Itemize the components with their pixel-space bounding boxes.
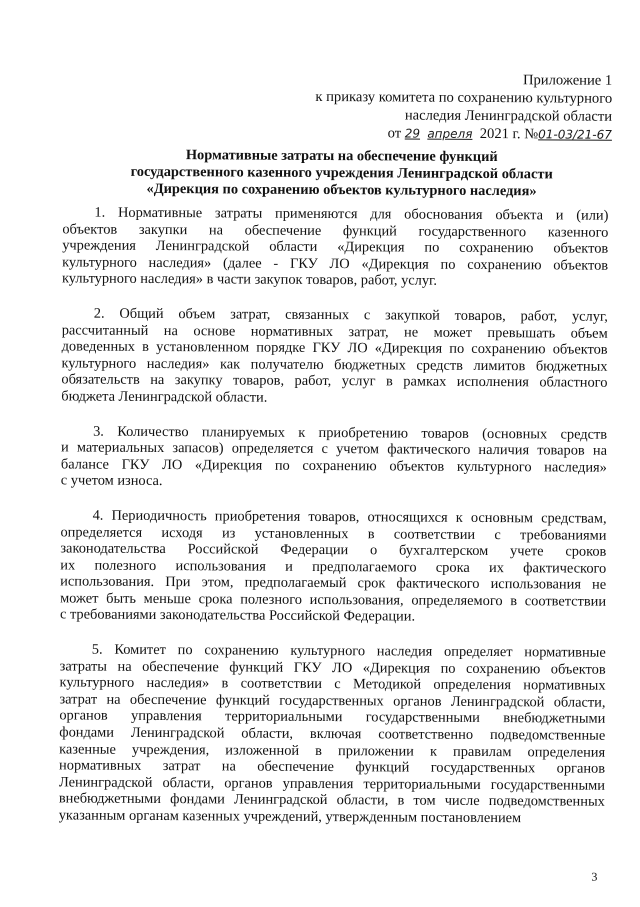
appendix-order-ref-cont: наследия Ленинградской области: [404, 107, 613, 125]
paragraph-line: 4. Периодичность приобретения товаров, относящихся к основным средствам,: [92, 507, 607, 527]
appendix-header: [315, 70, 612, 144]
paragraph-line: культурного наследия» в части закупок товаров, работ, услуг.: [61, 270, 437, 290]
paragraph-line: законодательства Российской Федерации о бухгалтерском учете сроков: [60, 540, 607, 560]
paragraph-line: затраты на обеспечение функций ГКУ ЛО «Дирекция по сохранению объектов: [59, 658, 606, 678]
title-line-2: государственного казенного учреждения Ленинградской области: [130, 163, 553, 183]
paragraph-line: объектов закупки на обеспечение функций государственного казенного: [62, 221, 609, 241]
paragraph-line: органов управления территориальными государственными внебюджетными: [59, 707, 606, 728]
document-title: [62, 146, 622, 200]
paragraph-line: балансе ГКУ ЛО «Дирекция по сохранению объектов культурного наследия»: [60, 456, 607, 476]
year-text: 2021 г. №: [479, 125, 539, 143]
paragraph-line: Ленинградской области, органов управления территориальными государственными: [58, 774, 606, 794]
paragraph-4: [60, 507, 607, 626]
paragraph-line: фондами Ленинградской области, включая соответственно подведомственные: [59, 724, 606, 744]
paragraph-line: культурного наследия» как получателю бюджетных средств лимитов бюджетных: [61, 355, 608, 375]
paragraph-2: [61, 305, 608, 408]
paragraph-line: с требованиями законодательства Российской Федерации.: [59, 606, 416, 626]
paragraph-line: нормативных затрат на обеспечение функций государственных органов: [59, 757, 606, 777]
paragraph-line: и материальных запасов) определяется с учетом фактического наличия товаров на: [60, 439, 608, 459]
handwritten-order-number: 01-03/21-67: [538, 127, 612, 142]
document-body: [59, 204, 609, 845]
order-date-line: [315, 124, 612, 144]
paragraph-line: доведенных в установленном порядке ГКУ ЛО «Дирекция по сохранению объектов: [61, 338, 608, 358]
appendix-label: Приложение 1: [522, 72, 613, 89]
paragraph-line: 1. Нормативные затраты применяются для обоснования объекта и (или): [94, 204, 609, 224]
paragraph-line: казенные учреждения, изложенной в приложении к правилам определения: [59, 741, 606, 761]
title-line-1: Нормативные затраты на обеспечение функций: [185, 147, 498, 166]
paragraph-line: затрат на обеспечение функций государственных органов Ленинградской области,: [59, 691, 606, 711]
paragraph-line: с учетом износа.: [60, 472, 163, 490]
paragraph-3: [61, 423, 607, 493]
page-number: 3: [591, 869, 598, 884]
paragraph-line: рассчитанный на основе нормативных затрат, не может превышать объем: [61, 321, 608, 342]
paragraph-line: культурного наследия» (далее - ГКУ ЛО «Дирекция по сохранению объектов: [62, 254, 609, 274]
paragraph-line: их полезного использования и предполагаемого срока их фактического: [60, 557, 607, 577]
paragraph-line: использования. При этом, предполагаемый срок фактического использования не: [60, 573, 607, 594]
paragraph-line: может быть меньше срока полезного использования, определяемого в соответствии: [60, 590, 607, 610]
paragraph-line: 2. Общий объем затрат, связанных с закупкой товаров, работ, услуг,: [93, 305, 608, 325]
paragraph-line: культурного наследия» в соответствии с Методикой определения нормативных: [59, 674, 606, 694]
paragraph-line: бюджета Ленинградской области.: [61, 388, 268, 406]
paragraph-1: [62, 204, 608, 290]
title-line-3: «Дирекция по сохранению объектов культурного наследия»: [146, 180, 537, 200]
paragraph-line: внебюджетными фондами Ленинградской области, в том числе подведомственных: [58, 790, 605, 811]
date-prefix: от: [387, 125, 402, 142]
appendix-order-ref: к приказу комитета по сохранению культурного: [315, 88, 613, 107]
handwritten-month: апреля: [427, 126, 473, 141]
handwritten-day: 29: [404, 126, 421, 141]
paragraph-5: [59, 641, 606, 827]
paragraph-line: 3. Количество планируемых к приобретению товаров (основных средств: [93, 423, 608, 443]
paragraph-line: учреждения Ленинградской области «Дирекция по сохранению объектов: [62, 237, 609, 257]
paragraph-line: 5. Комитет по сохранению культурного наследия определяет нормативные: [91, 641, 606, 661]
paragraph-line: определяется исходя из установленных в соответствии с требованиями: [60, 523, 607, 544]
paragraph-line: обязательств на закупку товаров, работ, услуг в рамках исполнения областного: [61, 371, 608, 392]
paragraph-line: указанным органам казенных учреждений, утвержденным постановлением: [58, 807, 522, 827]
